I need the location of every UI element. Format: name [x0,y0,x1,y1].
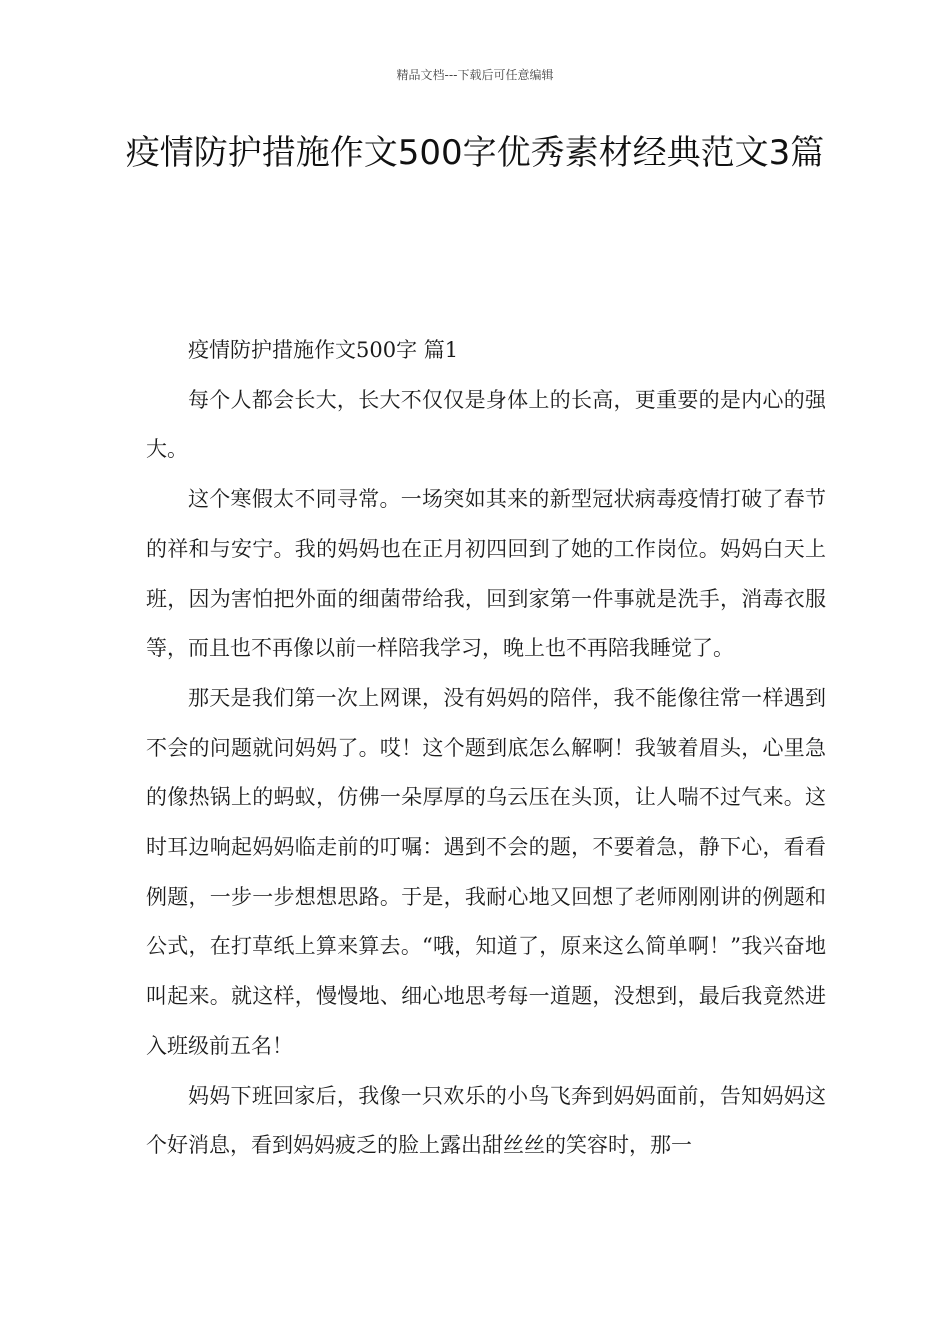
paragraph: 每个人都会长大，长大不仅仅是身体上的长高，更重要的是内心的强大。 [146,387,826,462]
document-body [146,326,826,1171]
document-title: 疫情防护措施作文500字优秀素材经典范文3篇 [125,133,825,173]
header-note: 精品文档---下载后可任意编辑 [396,68,554,82]
section-heading: 疫情防护措施作文500字 篇1 [188,338,459,362]
paragraph: 那天是我们第一次上网课，没有妈妈的陪伴，我不能像往常一样遇到不会的问题就问妈妈了。哎！这个题到底怎么解啊！我皱着眉头，心里急的像热锅上的蚂蚁，仿佛一朵厚厚的乌云压在头顶，让人喘不过气来。这时耳边响起妈妈临走前的叮嘱：遇到不会的题，不要着急，静下心，看看例题，一步一步想想思路。于是，我耐心地又回想了老师刚刚讲的例题和公式，在打草纸上算来算去。“哦，知道了，原来这么简单啊！”我兴奋地叫起来。就这样，慢慢地、细心地思考每一道题，没想到，最后我竟然进入班级前五名！ [146,685,826,1058]
paragraph: 妈妈下班回家后，我像一只欢乐的小鸟飞奔到妈妈面前，告知妈妈这个好消息，看到妈妈疲乏的脸上露出甜丝丝的笑容时，那一 [146,1083,826,1158]
paragraph: 这个寒假太不同寻常。一场突如其来的新型冠状病毒疫情打破了春节的祥和与安宁。我的妈妈也在正月初四回到了她的工作岗位。妈妈白天上班，因为害怕把外面的细菌带给我，回到家第一件事就是洗手，消毒衣服等，而且也不再像以前一样陪我学习，晚上也不再陪我睡觉了。 [146,487,826,661]
